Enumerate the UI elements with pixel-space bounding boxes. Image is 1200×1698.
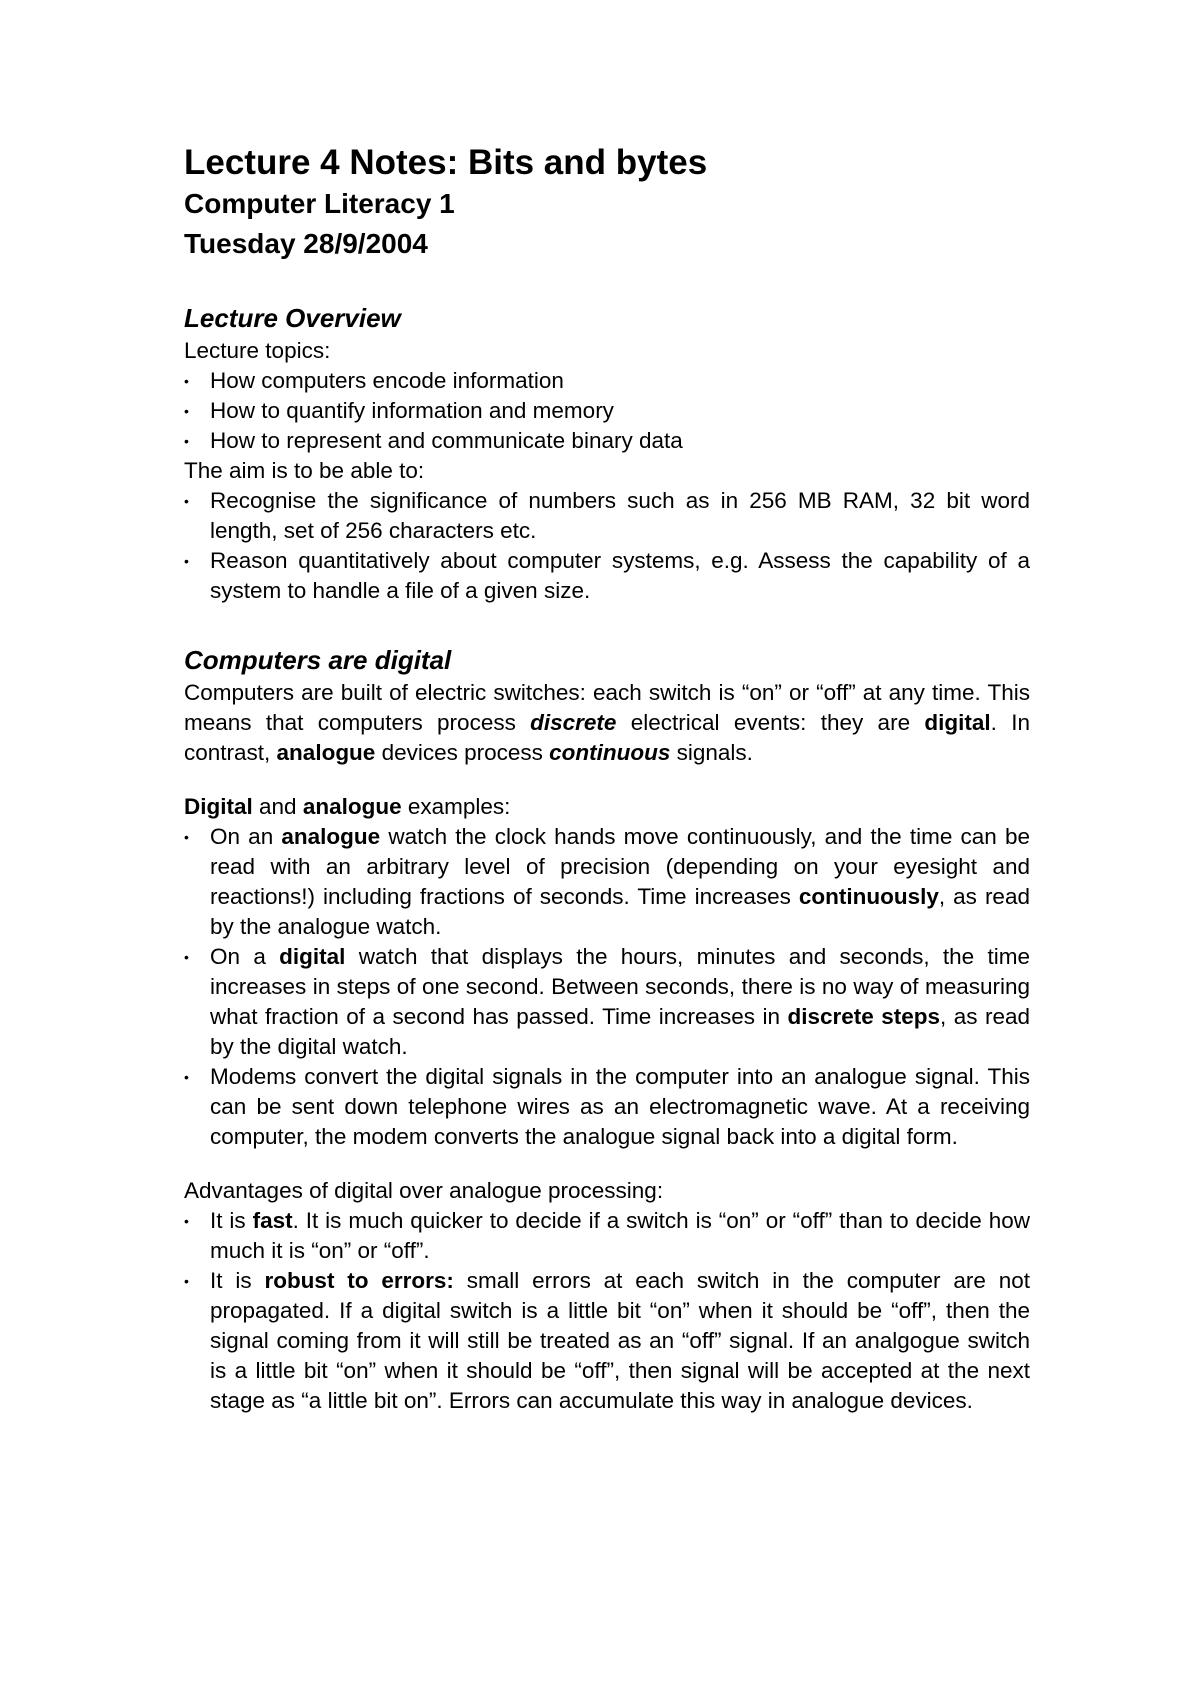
examples-list bbox=[184, 822, 1030, 1152]
list-item: • Modems convert the digital signals in the computer into an analogue signal. This can be sent down telephone wires as an electromagnetic wave. At a receiving computer, the modem converts the analogue signal back into a digital form. bbox=[184, 1062, 1030, 1152]
topics-intro: Lecture topics: bbox=[184, 338, 331, 363]
course-name: Computer Literacy 1 bbox=[184, 188, 455, 219]
document-page bbox=[184, 142, 1030, 1416]
list-item: • It is fast. It is much quicker to decide if a switch is “on” or “off” than to decide how much it is “on” or “off”. bbox=[184, 1206, 1030, 1266]
aims-list bbox=[184, 486, 1030, 606]
aims-intro: The aim is to be able to: bbox=[184, 458, 425, 483]
examples-intro: Digital and analogue examples: bbox=[184, 794, 511, 819]
list-item: • On a digital watch that displays the hours, minutes and seconds, the time increases in steps of one second. Between seconds, there is no way of measuring what fraction of a second has passed. Time increases in discrete steps, as read by the digital watch. bbox=[184, 942, 1030, 1062]
list-item: • Reason quantitatively about computer systems, e.g. Assess the capability of a system to handle a file of a given size. bbox=[184, 546, 1030, 606]
section-heading-digital: Computers are digital bbox=[184, 645, 452, 675]
list-item: • On an analogue watch the clock hands move continuously, and the time can be read with an arbitrary level of precision (depending on your eyesight and reactions!) including fractions of seconds. Time increases continuously, as read by the analogue watch. bbox=[184, 822, 1030, 942]
lecture-date: Tuesday 28/9/2004 bbox=[184, 228, 428, 259]
advantages-list bbox=[184, 1206, 1030, 1416]
digital-paragraph: Computers are built of electric switches: each switch is “on” or “off” at any time. This means that computers process discrete electrical events: they are digital. In contrast, analogue devices process continuous signals. bbox=[184, 680, 1030, 765]
page-title: Lecture 4 Notes: Bits and bytes bbox=[184, 143, 708, 182]
topics-list bbox=[184, 366, 1030, 456]
list-item: • How to represent and communicate binary data bbox=[184, 426, 1030, 456]
list-item: • How to quantify information and memory bbox=[184, 396, 1030, 426]
section-heading-overview: Lecture Overview bbox=[184, 303, 401, 333]
list-item: • Recognise the significance of numbers such as in 256 MB RAM, 32 bit word length, set of 256 characters etc. bbox=[184, 486, 1030, 546]
list-item: • How computers encode information bbox=[184, 366, 1030, 396]
list-item: • It is robust to errors: small errors at each switch in the computer are not propagated. If a digital switch is a little bit “on” when it should be “off”, then the signal coming from it will still be treated as an “off” signal. If an analgogue switch is a little bit “on” when it should be “off”, then signal will be accepted at the next stage as “a little bit on”. Errors can accumulate this way in analogue devices. bbox=[184, 1266, 1030, 1416]
advantages-intro: Advantages of digital over analogue processing: bbox=[184, 1178, 664, 1203]
